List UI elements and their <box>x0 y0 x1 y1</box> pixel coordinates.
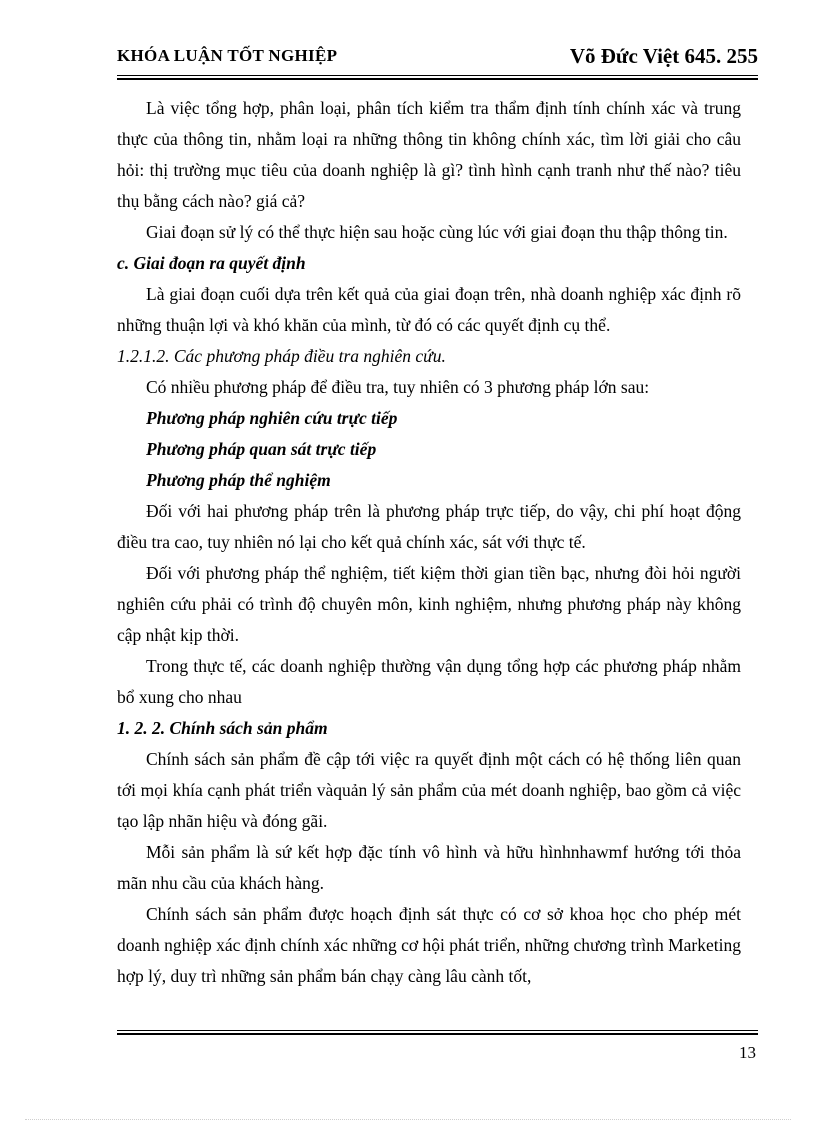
footer-rule-thick <box>117 1033 758 1035</box>
method-item: Phương pháp thể nghiệm <box>146 470 331 490</box>
paragraph: Chính sách sản phẩm được hoạch định sát thực có cơ sở khoa học cho phép mét doanh nghiệp xác định chính xác những cơ hội phát triển, những chương trình Marketing hợp lý, duy trì những sản phẩm bán chạy càng lâu cành tốt, <box>117 904 741 986</box>
header-author: Võ Đức Việt 645. 255 <box>569 44 758 68</box>
paragraph: Có nhiều phương pháp để điều tra, tuy nhiên có 3 phương pháp lớn sau: <box>146 377 650 397</box>
paragraph: Mỗi sản phẩm là sứ kết hợp đặc tính vô hình và hữu hìnhnhawmf hướng tới thỏa mãn nhu cầu của khách hàng. <box>117 842 741 893</box>
subsection-heading: 1.2.1.2. Các phương pháp điều tra nghiên cứu. <box>117 346 446 366</box>
page-number: 13 <box>739 1043 756 1062</box>
page-bottom-dotted-line <box>25 1119 791 1120</box>
method-item: Phương pháp nghiên cứu trực tiếp <box>146 408 398 428</box>
document-body <box>117 93 741 992</box>
header-rule-thin <box>117 75 758 76</box>
header-title: KHÓA LUẬN TỐT NGHIỆP <box>117 46 338 65</box>
method-item: Phương pháp quan sát trực tiếp <box>146 439 377 459</box>
section-heading: 1. 2. 2. Chính sách sản phẩm <box>117 718 328 738</box>
paragraph: Chính sách sản phẩm đề cập tới việc ra quyết định một cách có hệ thống liên quan tới mọi khía cạnh phát triển vàquản lý sản phẩm của mét doanh nghiệp, bao gồm cả việc tạo lập nhãn hiệu và đóng gãi. <box>117 749 741 831</box>
header-rule-thick <box>117 78 758 80</box>
section-heading: c. Giai đoạn ra quyết định <box>117 253 306 273</box>
paragraph: Giai đoạn sử lý có thể thực hiện sau hoặc cùng lúc với giai đoạn thu thập thông tin. <box>146 222 728 242</box>
footer-rule-thin <box>117 1030 758 1031</box>
paragraph: Đối với hai phương pháp trên là phương pháp trực tiếp, do vậy, chi phí hoạt động điều tra cao, tuy nhiên nó lại cho kết quả chính xác, sát với thực tế. <box>117 501 741 552</box>
paragraph: Là giai đoạn cuối dựa trên kết quả của giai đoạn trên, nhà doanh nghiệp xác định rõ những thuận lợi và khó khăn của mình, từ đó có các quyết định cụ thể. <box>117 284 741 335</box>
paragraph: Là việc tổng hợp, phân loại, phân tích kiểm tra thẩm định tính chính xác và trung thực của thông tin, nhằm loại ra những thông tin không chính xác, tìm lời giải cho câu hỏi: thị trường mục tiêu của doanh nghiệp là gì? tình hình cạnh tranh như thế nào? tiêu thụ bằng cách nào? giá cả? <box>117 98 741 211</box>
paragraph: Trong thực tế, các doanh nghiệp thường vận dụng tổng hợp các phương pháp nhằm bổ xung cho nhau <box>117 656 741 707</box>
page-header <box>117 44 758 74</box>
paragraph: Đối với phương pháp thể nghiệm, tiết kiệm thời gian tiền bạc, nhưng đòi hỏi người nghiên cứu phải có trình độ chuyên môn, kinh nghiệm, nhưng phương pháp này không cập nhật kịp thời. <box>117 563 741 645</box>
